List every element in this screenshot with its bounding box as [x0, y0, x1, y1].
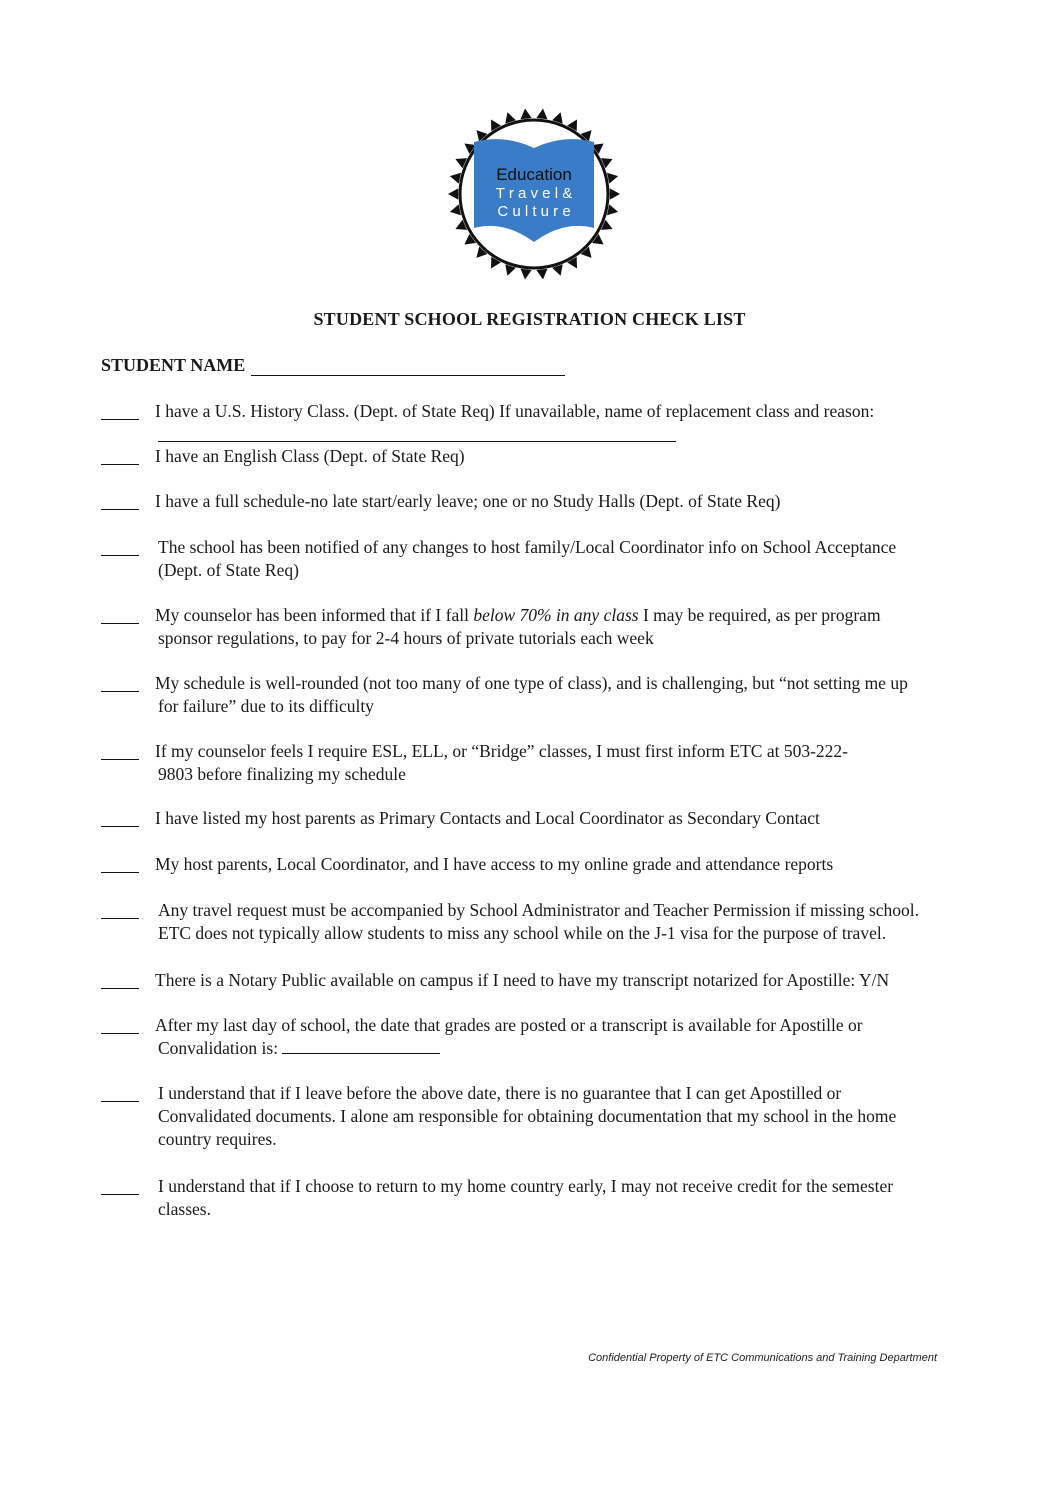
etc-logo: [444, 104, 624, 284]
item-text-line-2: ETC does not typically allow students to miss any school while on the J-1 visa for the purpose of travel.: [158, 923, 887, 943]
item-text-line-2: sponsor regulations, to pay for 2-4 hours of private tutorials each week: [158, 628, 654, 648]
student-name-field[interactable]: [251, 357, 565, 376]
seal-tooth: [450, 173, 461, 184]
item-text-line-1: Any travel request must be accompanied by School Administrator and Teacher Permission if missing school.: [158, 900, 920, 920]
seal-tooth: [450, 204, 461, 215]
convalidation-date-field[interactable]: [282, 1037, 440, 1054]
item-text-line-2: [158, 1037, 978, 1060]
item-text-line-2: 9803 before finalizing my schedule: [158, 764, 406, 784]
item-text-line-1: If my counselor feels I require ESL, ELL, or “Bridge” classes, I must first inform ETC at 503-222-: [155, 741, 849, 761]
footer-confidential: Confidential Property of ETC Communications and Training Department: [588, 1352, 937, 1364]
item-text-line-2: Convalidated documents. I alone am responsible for obtaining documentation that my school in the home: [158, 1106, 897, 1126]
check-blank[interactable]: [101, 1033, 139, 1034]
item-text: There is a Notary Public available on campus if I need to have my transcript notarized for Apostille: Y/N: [155, 970, 890, 990]
item-text-emphasis: below 70% in any class: [473, 605, 639, 625]
item-text-line-1: After my last day of school, the date that grades are posted or a transcript is available for Apostille or: [155, 1015, 863, 1035]
item-text-line-1: I understand that if I choose to return to my home country early, I may not receive credit for the semester: [158, 1176, 894, 1196]
logo-seal-icon: [444, 104, 624, 284]
seal-tooth: [448, 188, 458, 199]
item-text: My host parents, Local Coordinator, and I have access to my online grade and attendance reports: [155, 854, 834, 874]
check-blank[interactable]: [101, 555, 139, 556]
item-text-line-2: (Dept. of State Req): [158, 560, 299, 580]
check-blank[interactable]: [101, 1101, 139, 1102]
check-blank[interactable]: [101, 509, 139, 510]
check-blank[interactable]: [101, 988, 139, 989]
student-name-row: [101, 355, 565, 376]
check-blank[interactable]: [101, 872, 139, 873]
check-blank[interactable]: [101, 623, 139, 624]
seal-tooth: [536, 269, 547, 280]
check-blank[interactable]: [101, 464, 139, 465]
logo-line-3: C u l t u r e: [497, 203, 571, 220]
seal-tooth: [607, 204, 618, 215]
check-blank[interactable]: [101, 759, 139, 760]
seal-tooth: [610, 188, 620, 199]
convalidation-label: Convalidation is:: [158, 1038, 279, 1058]
seal-tooth: [521, 108, 532, 119]
item-text-line-1: [155, 604, 975, 627]
check-blank[interactable]: [101, 691, 139, 692]
item-text-line-3: country requires.: [158, 1129, 277, 1149]
item-text: I have an English Class (Dept. of State Req): [155, 446, 465, 466]
item-text-line-1: My schedule is well-rounded (not too many of one type of class), and is challenging, but “not setting me up: [155, 673, 908, 693]
logo-line-1: Education: [496, 165, 572, 184]
item-text-line-2: classes.: [158, 1199, 211, 1219]
replacement-class-field[interactable]: [158, 441, 676, 442]
student-name-label: STUDENT NAME: [101, 355, 246, 375]
logo-line-2: T r a v e l &: [495, 185, 573, 202]
item-text: I have listed my host parents as Primary Contacts and Local Coordinator as Secondary Contact: [155, 808, 820, 828]
item-text-line-2: for failure” due to its difficulty: [158, 696, 374, 716]
seal-tooth: [607, 173, 618, 184]
item-text: I have a U.S. History Class. (Dept. of State Req) If unavailable, name of replacement class and reason:: [155, 401, 875, 421]
item-text-line-1: The school has been notified of any changes to host family/Local Coordinator info on School Acceptance: [158, 537, 897, 557]
check-blank[interactable]: [101, 419, 139, 420]
seal-tooth: [536, 108, 547, 119]
item-text-post: I may be required, as per program: [638, 605, 881, 625]
item-text-pre: My counselor has been informed that if I fall: [155, 605, 474, 625]
seal-tooth: [521, 269, 532, 280]
check-blank[interactable]: [101, 826, 139, 827]
item-text: I have a full schedule-no late start/early leave; one or no Study Halls (Dept. of State Req): [155, 491, 781, 511]
check-blank[interactable]: [101, 918, 139, 919]
check-blank[interactable]: [101, 1194, 139, 1195]
item-text-line-1: I understand that if I leave before the above date, there is no guarantee that I can get Apostilled or: [158, 1083, 842, 1103]
page-title: STUDENT SCHOOL REGISTRATION CHECK LIST: [313, 309, 746, 329]
